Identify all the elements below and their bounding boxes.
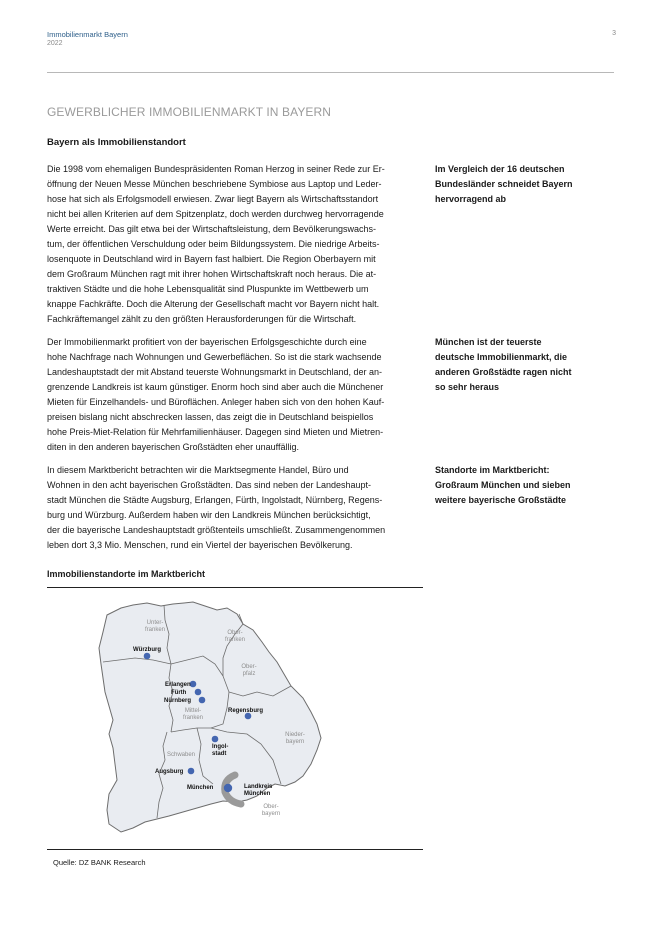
header-divider xyxy=(47,72,614,73)
paragraph-2 xyxy=(47,335,425,455)
paragraph-line: öffnung der Neuen Messe München beschriebene Symbiose aus Laptop und Leder- xyxy=(47,179,382,189)
subtitle: Bayern als Immobilienstandort xyxy=(47,137,186,148)
region-label-line: Schwaben xyxy=(166,752,196,758)
sidenote-3 xyxy=(435,463,605,508)
city-dot xyxy=(212,736,219,743)
city-dot xyxy=(195,689,202,696)
header-year: 2022 xyxy=(47,40,63,47)
city-dot xyxy=(199,697,206,704)
bavaria-map-svg xyxy=(47,588,423,848)
sidenote-line: so sehr heraus xyxy=(435,382,500,392)
paragraph-line: losenquote in Deutschland wird in Bayern fast halbiert. Die Region Oberbayern mit xyxy=(47,254,376,264)
city-label-line: stadt xyxy=(212,751,227,757)
region-label xyxy=(183,708,203,721)
city-label xyxy=(155,769,184,775)
sidenote-line: München ist der teuerste xyxy=(435,337,542,347)
sidenote-line: anderen Großstädte ragen nicht xyxy=(435,367,572,377)
sidenote-line: Bundesländer schneidet Bayern xyxy=(435,179,573,189)
paragraph-line: burg und Würzburg. Außerdem haben wir den Landkreis München berücksichtigt, xyxy=(47,510,371,520)
section-title: GEWERBLICHER IMMOBILIENMARKT IN BAYERN xyxy=(47,105,332,119)
bavaria-outline xyxy=(99,602,321,832)
city-label-line: Ingol- xyxy=(212,744,229,750)
paragraph-1 xyxy=(47,162,425,327)
paragraph-line: diten in den anderen bayerischen Großstädten eher unauffällig. xyxy=(47,442,300,452)
paragraph-line: traktiven Städte und die hohe Lebensqualität sind Pluspunkte im Wettbewerb um xyxy=(47,284,369,294)
map-bottom-rule xyxy=(47,849,423,850)
paragraph-line: nicht bei allen Kriterien auf dem Spitzenplatz, doch werden durchweg hervorragende xyxy=(47,209,384,219)
paragraph-3 xyxy=(47,463,425,553)
city-label-line: Erlangen xyxy=(165,682,191,688)
city-label-line: Nürnberg xyxy=(164,698,191,704)
paragraph-line: tum, der öffentlichen Verschuldung oder beim Bildungssystem. Die niedrige Arbeits- xyxy=(47,239,380,249)
city-label-line: Würzburg xyxy=(133,647,161,653)
region-label-line: pfalz xyxy=(242,671,256,677)
region-label-line: franken xyxy=(144,627,166,633)
region-label-line: Mittel- xyxy=(184,708,202,714)
paragraph-line: hohe Preis-Miet-Relation für Mehrfamilienhäuser. Dagegen sind Mieten und Mietren- xyxy=(47,427,384,437)
map-source: Quelle: DZ BANK Research xyxy=(53,858,146,867)
sidenote-line: Im Vergleich der 16 deutschen xyxy=(435,164,565,174)
city-label-line: Augsburg xyxy=(155,769,184,775)
city-label-line: München xyxy=(187,785,214,791)
paragraph-line: Der Immobilienmarkt profitiert von der bayerischen Erfolgsgeschichte durch eine xyxy=(47,337,367,347)
page-number: 3 xyxy=(612,30,616,37)
region-label-line: franken xyxy=(182,715,204,721)
paragraph-line: Wohnen in den acht bayerischen Großstädten. Das sind neben der Landeshaupt- xyxy=(47,480,372,490)
region-label xyxy=(285,732,305,745)
region-label xyxy=(262,804,280,817)
city-label xyxy=(164,698,191,704)
region-label xyxy=(167,752,195,758)
city-label-line: Landkreis xyxy=(244,784,273,790)
city-label-line: Regensburg xyxy=(228,708,264,714)
paragraph-line: Die 1998 vom ehemaligen Bundespräsidenten Roman Herzog in seiner Rede zur Er- xyxy=(47,164,385,174)
sidenote-line: Standorte im Marktbericht: xyxy=(435,465,550,475)
paragraph-line: der die bayerische Landeshauptstadt größtenteils umschließt. Zusammengenommen xyxy=(47,525,386,535)
sidenote-line: deutsche Immobilienmarkt, die xyxy=(435,352,568,362)
paragraph-line: knappe Fachkräfte. Doch die Alterung der Gesellschaft macht vor Bayern nicht halt. xyxy=(47,299,380,309)
paragraph-line: grenzende Landkreis ist kaum günstiger. Enorm hoch sind aber auch die Münchener xyxy=(47,382,384,392)
sidenote-line: Großraum München und sieben xyxy=(435,480,571,490)
sidenote-1 xyxy=(435,162,605,207)
sidenote-2 xyxy=(435,335,605,395)
city-label xyxy=(133,647,161,653)
sidenote-line: weitere bayerische Großstädte xyxy=(435,495,567,505)
city-label xyxy=(212,744,228,757)
region-label-line: franken xyxy=(224,637,246,643)
city-label xyxy=(244,784,273,797)
city-label-line: München xyxy=(244,791,271,797)
paragraph-line: hose hat sich als Erfolgsmodell erwiesen. Zwar liegt Bayern als Wirtschaftsstandort xyxy=(47,194,379,204)
paragraph-line: leben dort 3,3 Mio. Menschen, rund ein Viertel der bayerischen Bevölkerung. xyxy=(47,540,353,550)
paragraph-line: stadt München die Städte Augsburg, Erlangen, Fürth, Ingolstadt, Nürnberg, Regens- xyxy=(47,495,383,505)
region-label xyxy=(145,620,165,633)
city-dot xyxy=(190,681,197,688)
sidenote-line: hervorragend ab xyxy=(435,194,507,204)
header-title: Immobilienmarkt Bayern xyxy=(47,30,128,39)
region-label-line: Ober- xyxy=(241,664,257,670)
paragraph-line: Werte erreicht. Das gilt etwa bei der Wirtschaftsleistung, dem Bevölkerungswachs- xyxy=(47,224,376,234)
city-label xyxy=(228,708,263,714)
city-label xyxy=(165,682,191,688)
region-label-line: Ober- xyxy=(263,804,279,810)
paragraph-line: hohe Nachfrage nach Wohnungen und Gewerbeflächen. So ist die stark wachsende xyxy=(47,352,382,362)
paragraph-line: Fachkräftemangel zählt zu den größten Herausforderungen für die Wirtschaft. xyxy=(47,314,357,324)
paragraph-line: preisen bislang nicht abschrecken lassen, das zeigt die in Deutschland beispiellos xyxy=(47,412,374,422)
region-label-line: bayern xyxy=(261,811,281,817)
region-label xyxy=(225,630,245,643)
bavaria-map xyxy=(47,588,423,848)
city-label xyxy=(171,690,187,696)
city-dot xyxy=(144,653,151,660)
paragraph-line: Landeshauptstadt der mit Abstand teuerste Wohnungsmarkt in Deutschland, der an- xyxy=(47,367,383,377)
paragraph-line: In diesem Marktbericht betrachten wir die Marktsegmente Handel, Büro und xyxy=(47,465,349,475)
city-dot xyxy=(224,784,232,792)
city-label-line: Fürth xyxy=(171,690,187,696)
region-label-line: Nieder- xyxy=(285,732,305,738)
region-label-line: bayern xyxy=(285,739,305,745)
paragraph-line: dem Großraum München ragt mit ihrer hohen Wirtschaftskraft noch heraus. Die at- xyxy=(47,269,377,279)
map-title: Immobilienstandorte im Marktbericht xyxy=(47,569,206,579)
city-dot xyxy=(188,768,195,775)
region-label xyxy=(241,664,256,677)
paragraph-line: Mieten für Einzelhandels- und Büroflächen. Anleger haben sich von den hohen Kauf- xyxy=(47,397,385,407)
region-label-line: Ober- xyxy=(227,630,243,636)
city-label xyxy=(187,785,214,791)
region-label-line: Unter- xyxy=(146,620,164,626)
